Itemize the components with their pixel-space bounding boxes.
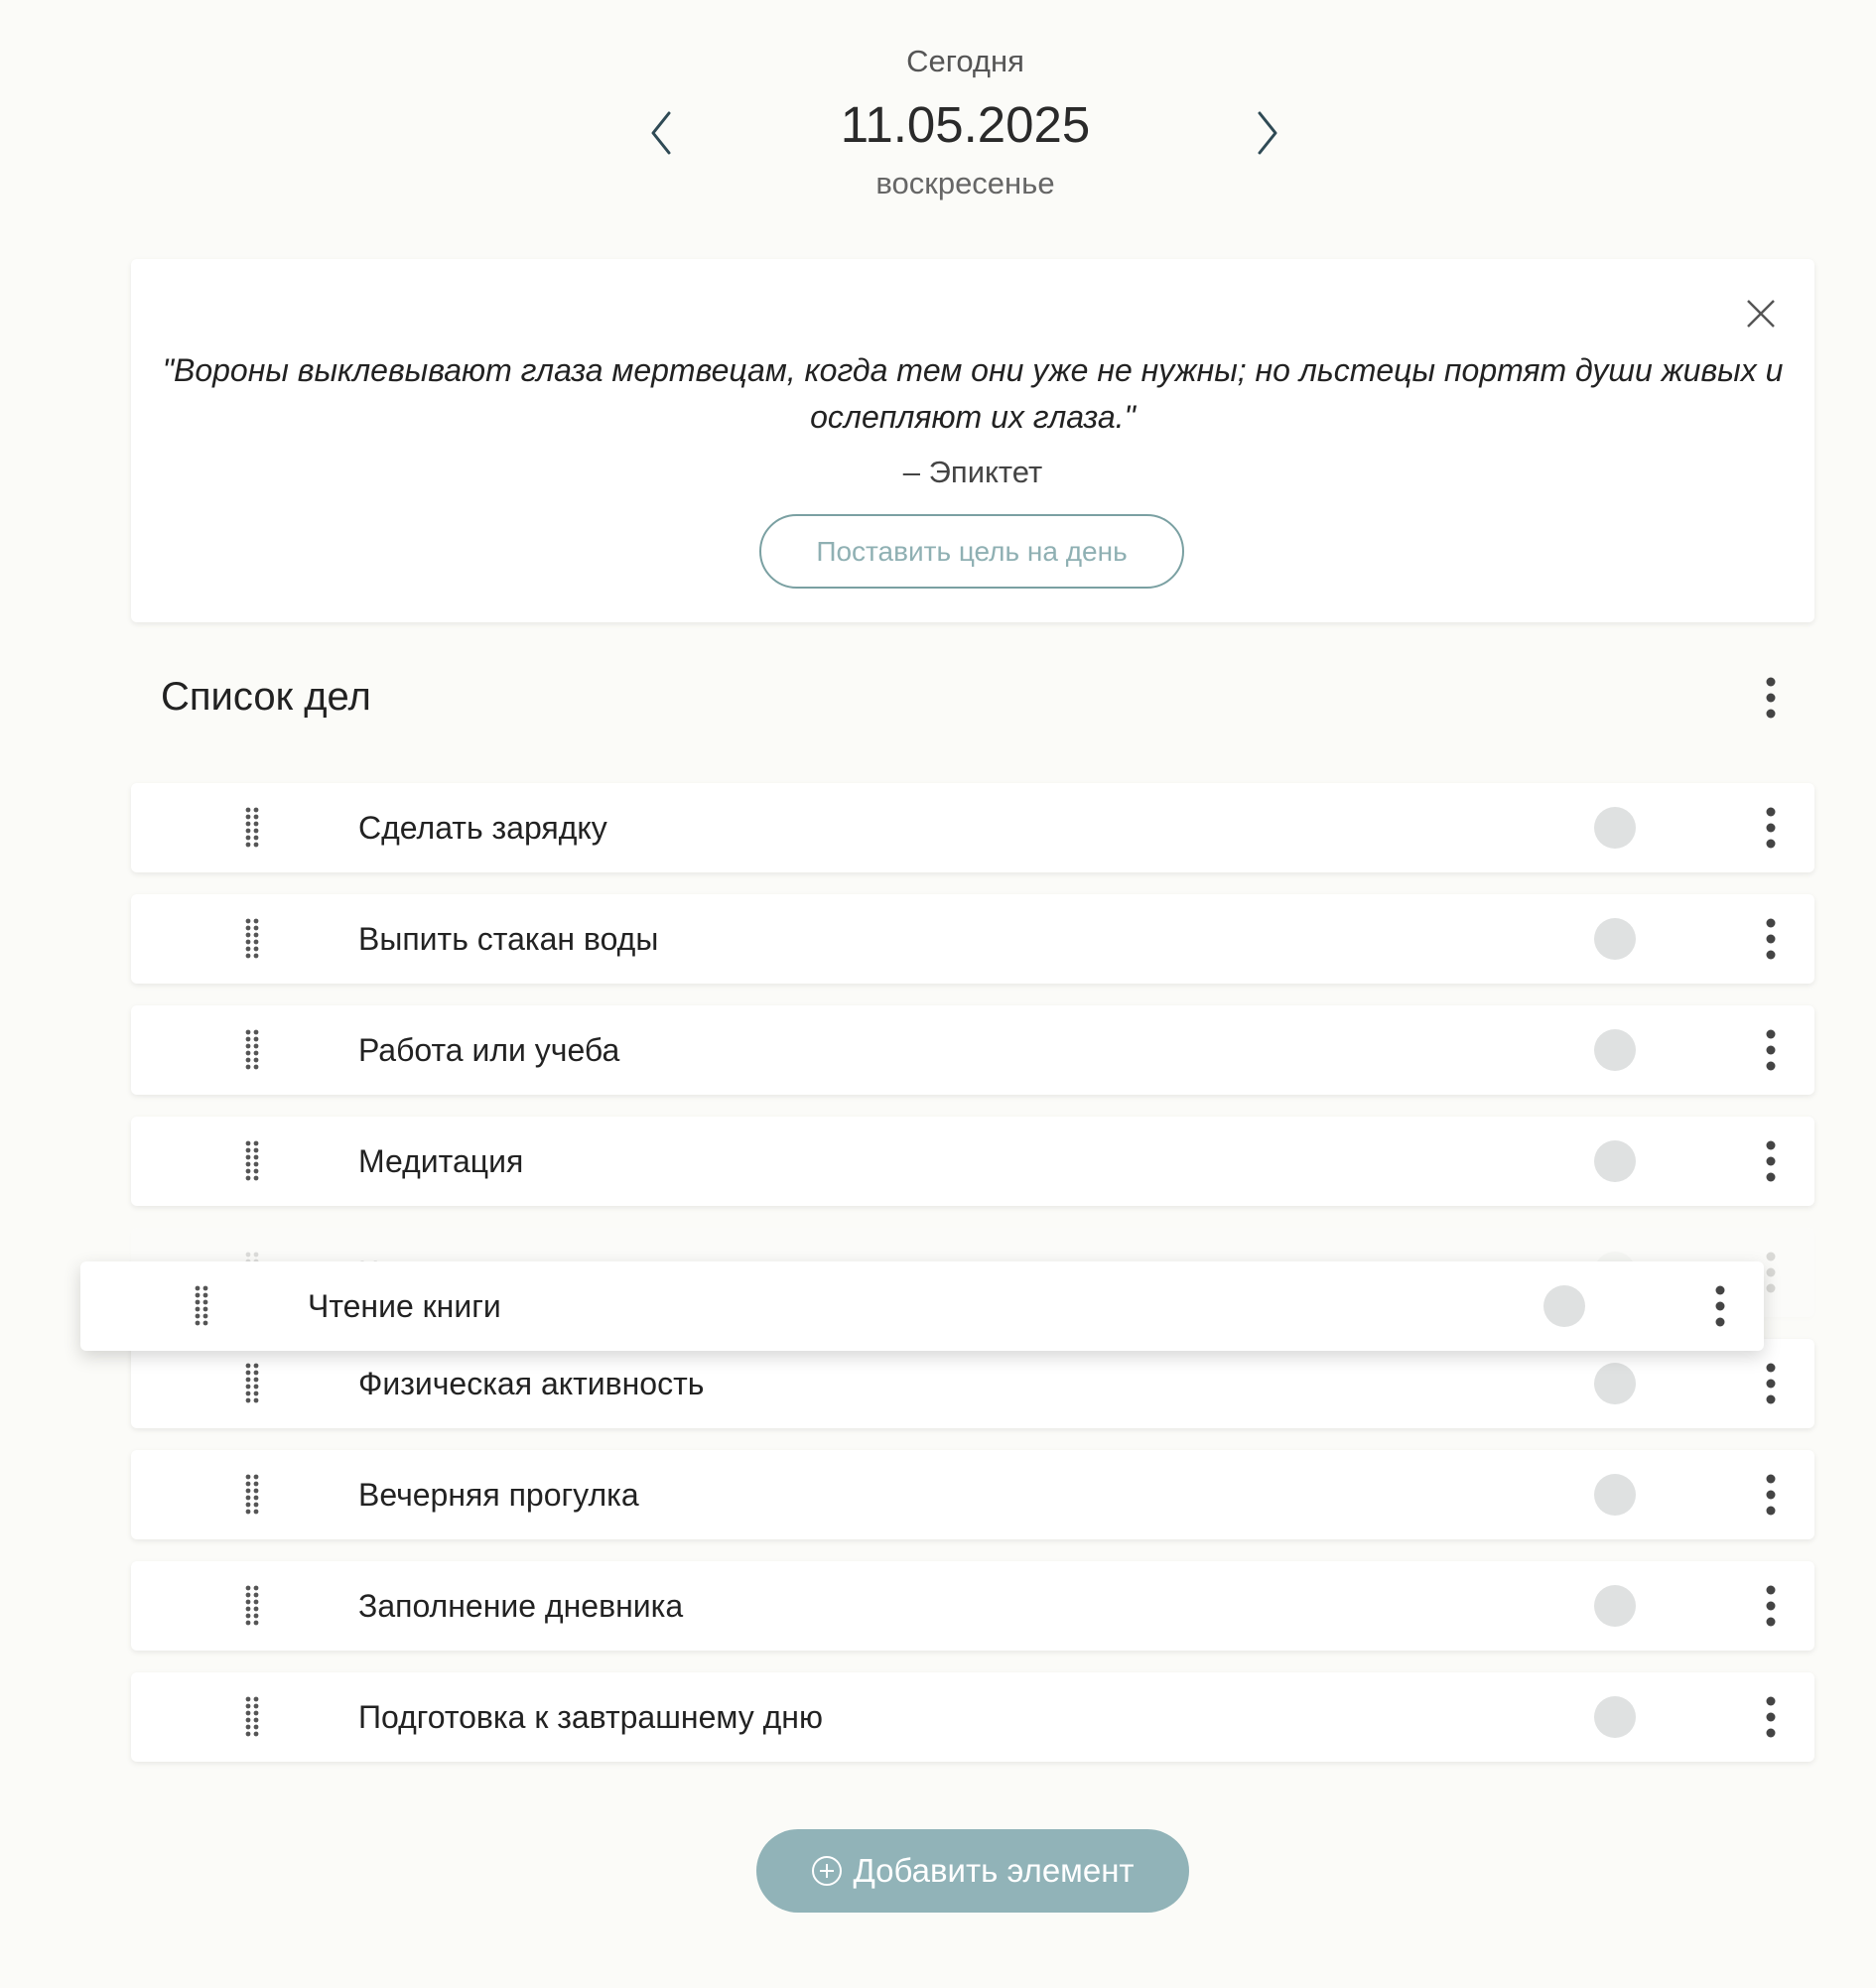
more-vertical-icon: [1765, 1362, 1777, 1405]
drag-handle-icon[interactable]: [230, 805, 274, 851]
task-complete-toggle[interactable]: [1594, 807, 1636, 849]
task-item-dragging[interactable]: [80, 1261, 1764, 1351]
task-item[interactable]: [131, 1005, 1814, 1095]
more-vertical-icon: [1765, 806, 1777, 850]
more-vertical-icon: [1765, 1695, 1777, 1739]
drag-handle-icon[interactable]: [230, 1472, 274, 1518]
task-menu-button[interactable]: [1751, 1467, 1791, 1523]
task-menu-button[interactable]: [1751, 1689, 1791, 1745]
task-label: Медитация: [358, 1143, 524, 1179]
task-menu-button[interactable]: [1751, 1133, 1791, 1189]
task-label: Заполнение дневника: [358, 1588, 684, 1624]
drag-handle-icon[interactable]: [230, 916, 274, 962]
task-label: Сделать зарядку: [358, 810, 607, 846]
drag-handle-icon[interactable]: [230, 1138, 274, 1184]
drag-handle-icon[interactable]: [230, 1027, 274, 1073]
task-item[interactable]: [131, 783, 1814, 872]
more-vertical-icon: [1765, 1251, 1777, 1294]
close-icon: [1746, 299, 1776, 329]
task-label: Выпить стакан воды: [358, 921, 659, 957]
task-menu-button[interactable]: [1751, 1356, 1791, 1411]
task-menu-button[interactable]: [1751, 911, 1791, 967]
task-item[interactable]: [131, 1339, 1814, 1428]
drag-handle-icon[interactable]: [180, 1283, 223, 1329]
day-label: Сегодня: [906, 44, 1024, 78]
current-date: 11.05.2025: [840, 96, 1091, 153]
task-complete-toggle[interactable]: [1594, 1696, 1636, 1738]
task-complete-toggle[interactable]: [1543, 1285, 1585, 1327]
task-label: Работа или учеба: [358, 1032, 620, 1068]
set-daily-goal-button[interactable]: Поставить цель на день: [759, 514, 1184, 589]
drag-handle-icon[interactable]: [230, 1361, 274, 1406]
more-vertical-icon: [1765, 676, 1777, 720]
plus-circle-icon: [811, 1855, 843, 1887]
more-vertical-icon: [1765, 917, 1777, 961]
task-item[interactable]: [131, 1672, 1814, 1762]
task-label: Чтение книги: [308, 1288, 501, 1324]
task-item[interactable]: [131, 1561, 1814, 1651]
task-complete-toggle[interactable]: [1594, 1585, 1636, 1627]
chevron-right-icon: [1256, 111, 1279, 155]
task-item[interactable]: [131, 1117, 1814, 1206]
more-vertical-icon: [1765, 1584, 1777, 1628]
task-item[interactable]: [131, 894, 1814, 984]
task-menu-button[interactable]: [1700, 1278, 1740, 1334]
add-item-label: Добавить элемент: [853, 1852, 1135, 1889]
quote-text: "Вороны выклевывают глаза мертвецам, когда тем они уже не нужны; но льстецы портят души живых и ослепляют их глаза.": [162, 352, 1784, 435]
weekday-label: воскресенье: [875, 166, 1055, 200]
task-menu-button[interactable]: [1751, 800, 1791, 856]
more-vertical-icon: [1765, 1139, 1777, 1183]
add-item-button[interactable]: [756, 1829, 1189, 1913]
task-item[interactable]: [131, 1450, 1814, 1539]
drag-handle-icon[interactable]: [230, 1694, 274, 1740]
list-menu-button[interactable]: [1751, 670, 1791, 726]
close-quote-button[interactable]: [1737, 290, 1785, 337]
task-menu-button[interactable]: [1751, 1022, 1791, 1078]
quote-author: – Эпиктет: [902, 455, 1043, 489]
task-menu-button[interactable]: [1751, 1578, 1791, 1634]
task-complete-toggle[interactable]: [1594, 1029, 1636, 1071]
next-day-button[interactable]: [1244, 109, 1291, 157]
task-label: Подготовка к завтрашнему дню: [358, 1699, 823, 1735]
task-complete-toggle[interactable]: [1594, 918, 1636, 960]
task-label: Физическая активность: [358, 1366, 705, 1401]
more-vertical-icon: [1765, 1028, 1777, 1072]
task-label: Вечерняя прогулка: [358, 1477, 639, 1513]
more-vertical-icon: [1765, 1473, 1777, 1517]
task-complete-toggle[interactable]: [1594, 1363, 1636, 1404]
more-vertical-icon: [1714, 1284, 1726, 1328]
task-complete-toggle[interactable]: [1594, 1474, 1636, 1516]
drag-handle-icon[interactable]: [230, 1583, 274, 1629]
task-complete-toggle[interactable]: [1594, 1140, 1636, 1182]
todo-list-title: Список дел: [161, 675, 371, 719]
